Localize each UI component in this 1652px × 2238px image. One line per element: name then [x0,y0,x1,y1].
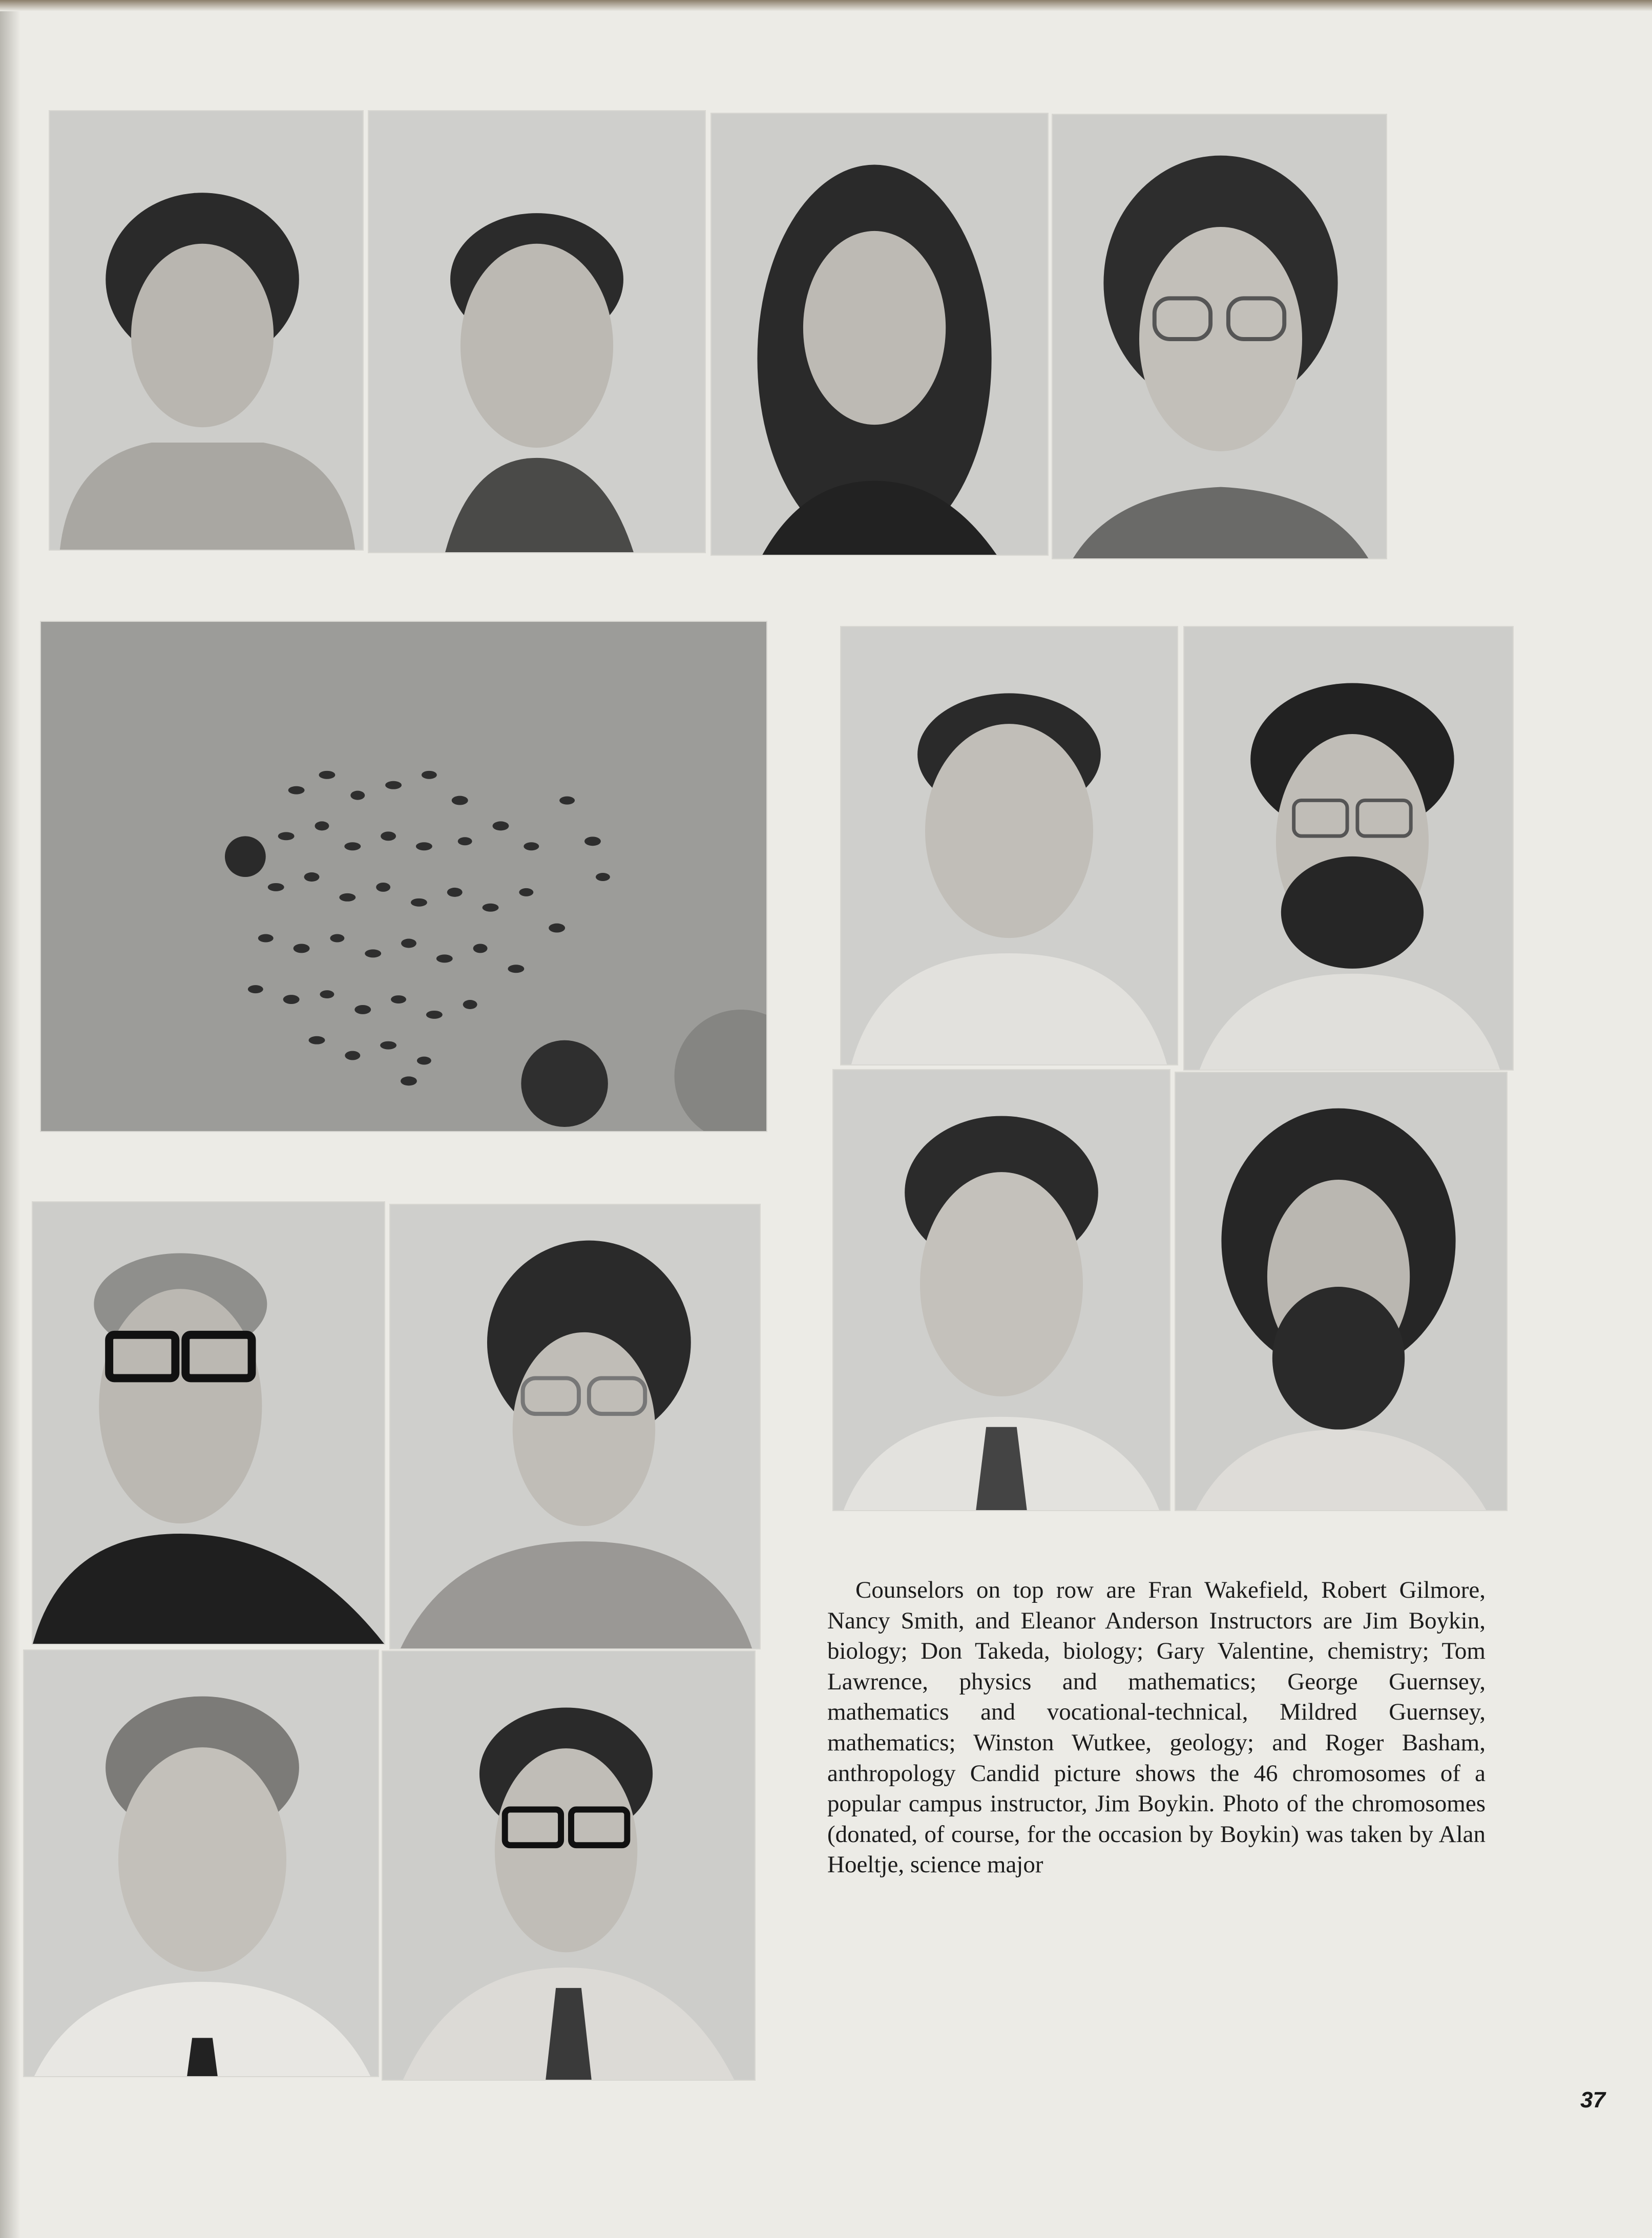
page-top-edge [0,0,1652,11]
portrait-man-dark-glasses [32,1201,385,1645]
portrait-man-striped-shirt [382,1650,756,2081]
portrait-man-mustache [368,110,706,553]
portrait-woman-long-hair [710,113,1049,556]
page-number: 37 [1580,2087,1605,2112]
portrait-man-white-coat [840,626,1178,1065]
portrait-man-patterned-shirt [832,1069,1170,1511]
chromosome-photo [40,621,767,1132]
portrait-man-full-beard [1175,1072,1508,1511]
portrait-man-beard-glasses [1183,626,1514,1071]
portrait-woman-cat-eye-glasses [389,1204,761,1649]
page-binding-shadow [0,0,20,2238]
caption-paragraph: Counselors on top row are Fran Wakefield, Robert Gilmore, Nancy Smith, and Eleanor Anderson Instructors are Jim Boykin, biology; Don Takeda, biology; Gary Valentine, chemistry; Tom Lawrence, physics and mathematics; George Guernsey, mathematics and vocational-technical, Mildred Guernsey, mathematics; Winston Wutkee, geology; and Roger Basham, anthropology Candid picture shows the 46 chromosomes of a popular campus instructor, Jim Boykin. Photo of the chromosomes (donated, of course, for the occasion by Boykin) was taken by Alan Hoeltje, science major [827,1577,1486,1878]
portrait-woman-turtleneck [49,110,364,551]
portrait-man-white-shirt [23,1649,379,2077]
portrait-woman-glasses [1052,114,1387,559]
